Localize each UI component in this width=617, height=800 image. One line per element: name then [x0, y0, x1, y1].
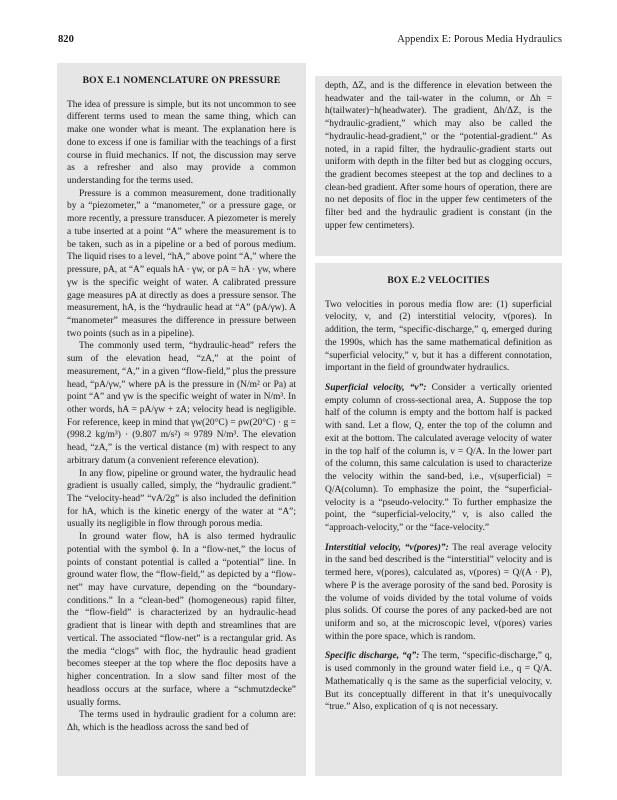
superficial-velocity-paragraph: [325, 382, 552, 535]
specific-discharge-text: The term, “specific-discharge,” q, is used commonly in the ground water field i.e., q = Q/A. Mathematically q is the same as the superficial velocity, v. But its conceptually different in that it’s unequivocally “true.” Also, explication of q is not necessary.: [325, 651, 552, 713]
interstitial-velocity-heading: Interstitial velocity, “v(pores)”:: [325, 542, 449, 553]
box-e1-continuation: [315, 76, 562, 256]
box-e2-intro: Two velocities in porous media flow are: (1) superficial velocity, v, and (2) interstitial velocity, v(pores). In addition, the term, “specific-discharge,” q, emerged during the 1990s, which has the same mathematical definition as “superficial velocity,” v, but it has a different connotation, important in the field of groundwater hydraulics.: [325, 299, 552, 374]
box-e1-title: BOX E.1 NOMENCLATURE ON PRESSURE: [82, 75, 281, 86]
box-e1-nomenclature-on-pressure: [57, 63, 306, 776]
box-e1-paragraph: The terms used in hydraulic gradient for a column are: Δh, which is the headloss across the sand bed of: [67, 710, 296, 733]
page-number: 820: [58, 34, 74, 45]
box-e1-paragraph: The commonly used term, “hydraulic-head” refers the sum of the elevation head, “zA,” at the point of measurement, “A,” in a given “flow-field,” plus the pressure head, “pA/γw,” where pA is the pressure in (N/m² or Pa) at point “A” and γw is the specific weight of water in N/m³. In other words, hA = pA/γw + zA; velocity head is negligible. For reference, keep in mind that γw(20°C) = ρw(20°C) · g = (998.2 kg/m³) · (9.807 m/s²) ≈ 9789 N/m³. The elevation head, “zA,” is the vertical distance (m) with respect to any arbitrary datum (a convenient reference elevation).: [67, 341, 296, 466]
box-e1-paragraph: The idea of pressure is simple, but its not uncommon to see different terms used to mean the same thing, which can make one wonder what is meant. The explanation here is done to excess if one is familiar with the teachings of a first course in fluid mechanics. If not, the discussion may serve as a refresher and also may provide a common understanding for the terms used.: [67, 99, 296, 187]
box-e1-paragraph: In ground water flow, hA is also termed hydraulic potential with the symbol ϕ. In a “flow-net,” the locus of points of constant potential is called a “potential” line. In ground water flow, the “flow-field,” as depicted by a “flow-net” may have curvature, depending on the “boundary-conditions.” In a “clean-bed” (homogeneous) rapid filter, the “flow-field” is characterized by an hydraulic-head gradient that is linear with depth and streamlines that are vertical. The associated “flow-net” is a rectangular grid. As the media “clogs” with floc, the hydraulic head gradient becomes steeper at the top where the floc deposits have a higher concentration. In a slow sand filter most of the headloss occurs at the surface, where a “schmutzdecke” usually forms.: [67, 532, 296, 708]
box-e1-paragraph: In any flow, pipeline or ground water, the hydraulic head gradient is usually called, simply, the “hydraulic gradient.” The “velocity-head” “vA/2g” is also included the definition for hA, which is the kinetic energy of the water at “A”; usually its negligible in flow through porous media.: [67, 468, 296, 530]
page-header: [58, 34, 562, 48]
box-e2-title: BOX E.2 VELOCITIES: [387, 275, 490, 286]
running-head: Appendix E: Porous Media Hydraulics: [397, 34, 562, 45]
box-e2-velocities: [315, 263, 562, 776]
specific-discharge-heading: Specific discharge, “q”:: [325, 651, 420, 662]
box-e1-continuation-text: depth, ΔZ, and is the difference in elevation between the headwater and the tail-water in the column, or Δh = h(tailwater)−h(headwater). The gradient, Δh/ΔZ, is the “hydraulic-gradient,” which may also be called the “hydraulic-head-gradient,” or the “potential-gradient.” As noted, in a rapid filter, the hydraulic-gradient starts out uniform with depth in the filter bed but as clogging occurs, the gradient becomes steepest at the top and declines to a clean-bed gradient. After some hours of operation, there are no net deposits of floc in the upper few centimeters of the filter bed and the hydraulic gradient is constant (in the upper few centimeters).: [325, 81, 552, 231]
superficial-velocity-heading: Superficial velocity, “v”:: [325, 383, 427, 394]
superficial-velocity-text: Consider a vertically oriented empty column of cross-sectional area, A. Suppose the top half of the column is empty and the bottom half is packed with sand. Let a flow, Q, enter the top of the column and exit at the bottom. The calculated average velocity of water in the top half of the column is, v = Q/A. In the lower part of the column, this same calculation is used to characterize the velocity within the sand-bed, i.e., v(superficial) = Q/A(column). To emphasize the point, the “superficial-velocity is a “pseudo-velocity.” To further emphasize the point, the “superficial-velocity,” v, is also called the “approach-velocity,” or the “face-velocity.”: [325, 383, 552, 533]
interstitial-velocity-paragraph: [325, 542, 552, 644]
box-e1-paragraph: Pressure is a common measurement, done traditionally by a “piezometer,” a “manometer,” or a pressure gage, or more recently, a pressure transducer. A piezometer is merely a tube inserted at a point “A” where the measurement is to be taken, such as in a pipeline or a bed of porous medium. The liquid rises to a level, “hA,” above point “A,” where the pressure, pA, at “A” equals hA · γw, or pA = hA · γw, where γw is the specific weight of water. A calibrated pressure gage measures pA at directly as does a pressure sensor. The measurement, hA, is the “hydraulic head at “A” (pA/γw). A “manometer” measures the difference in pressure between two points (such as in a pipeline).: [67, 188, 296, 339]
specific-discharge-paragraph: [325, 650, 552, 714]
interstitial-velocity-text: The real average velocity in the sand bed described is the “interstitial” velocity and is termed here, v(pores), calculated as, v(pores) = Q/(A · P), where P is the average porosity of the sand bed. Porosity is the volume of voids divided by the total volume of voids plus solids. Of course the pores of any packed-bed are not uniform and so, at the microscopic level, v(pores) varies within the pore space, which is random.: [325, 542, 552, 642]
